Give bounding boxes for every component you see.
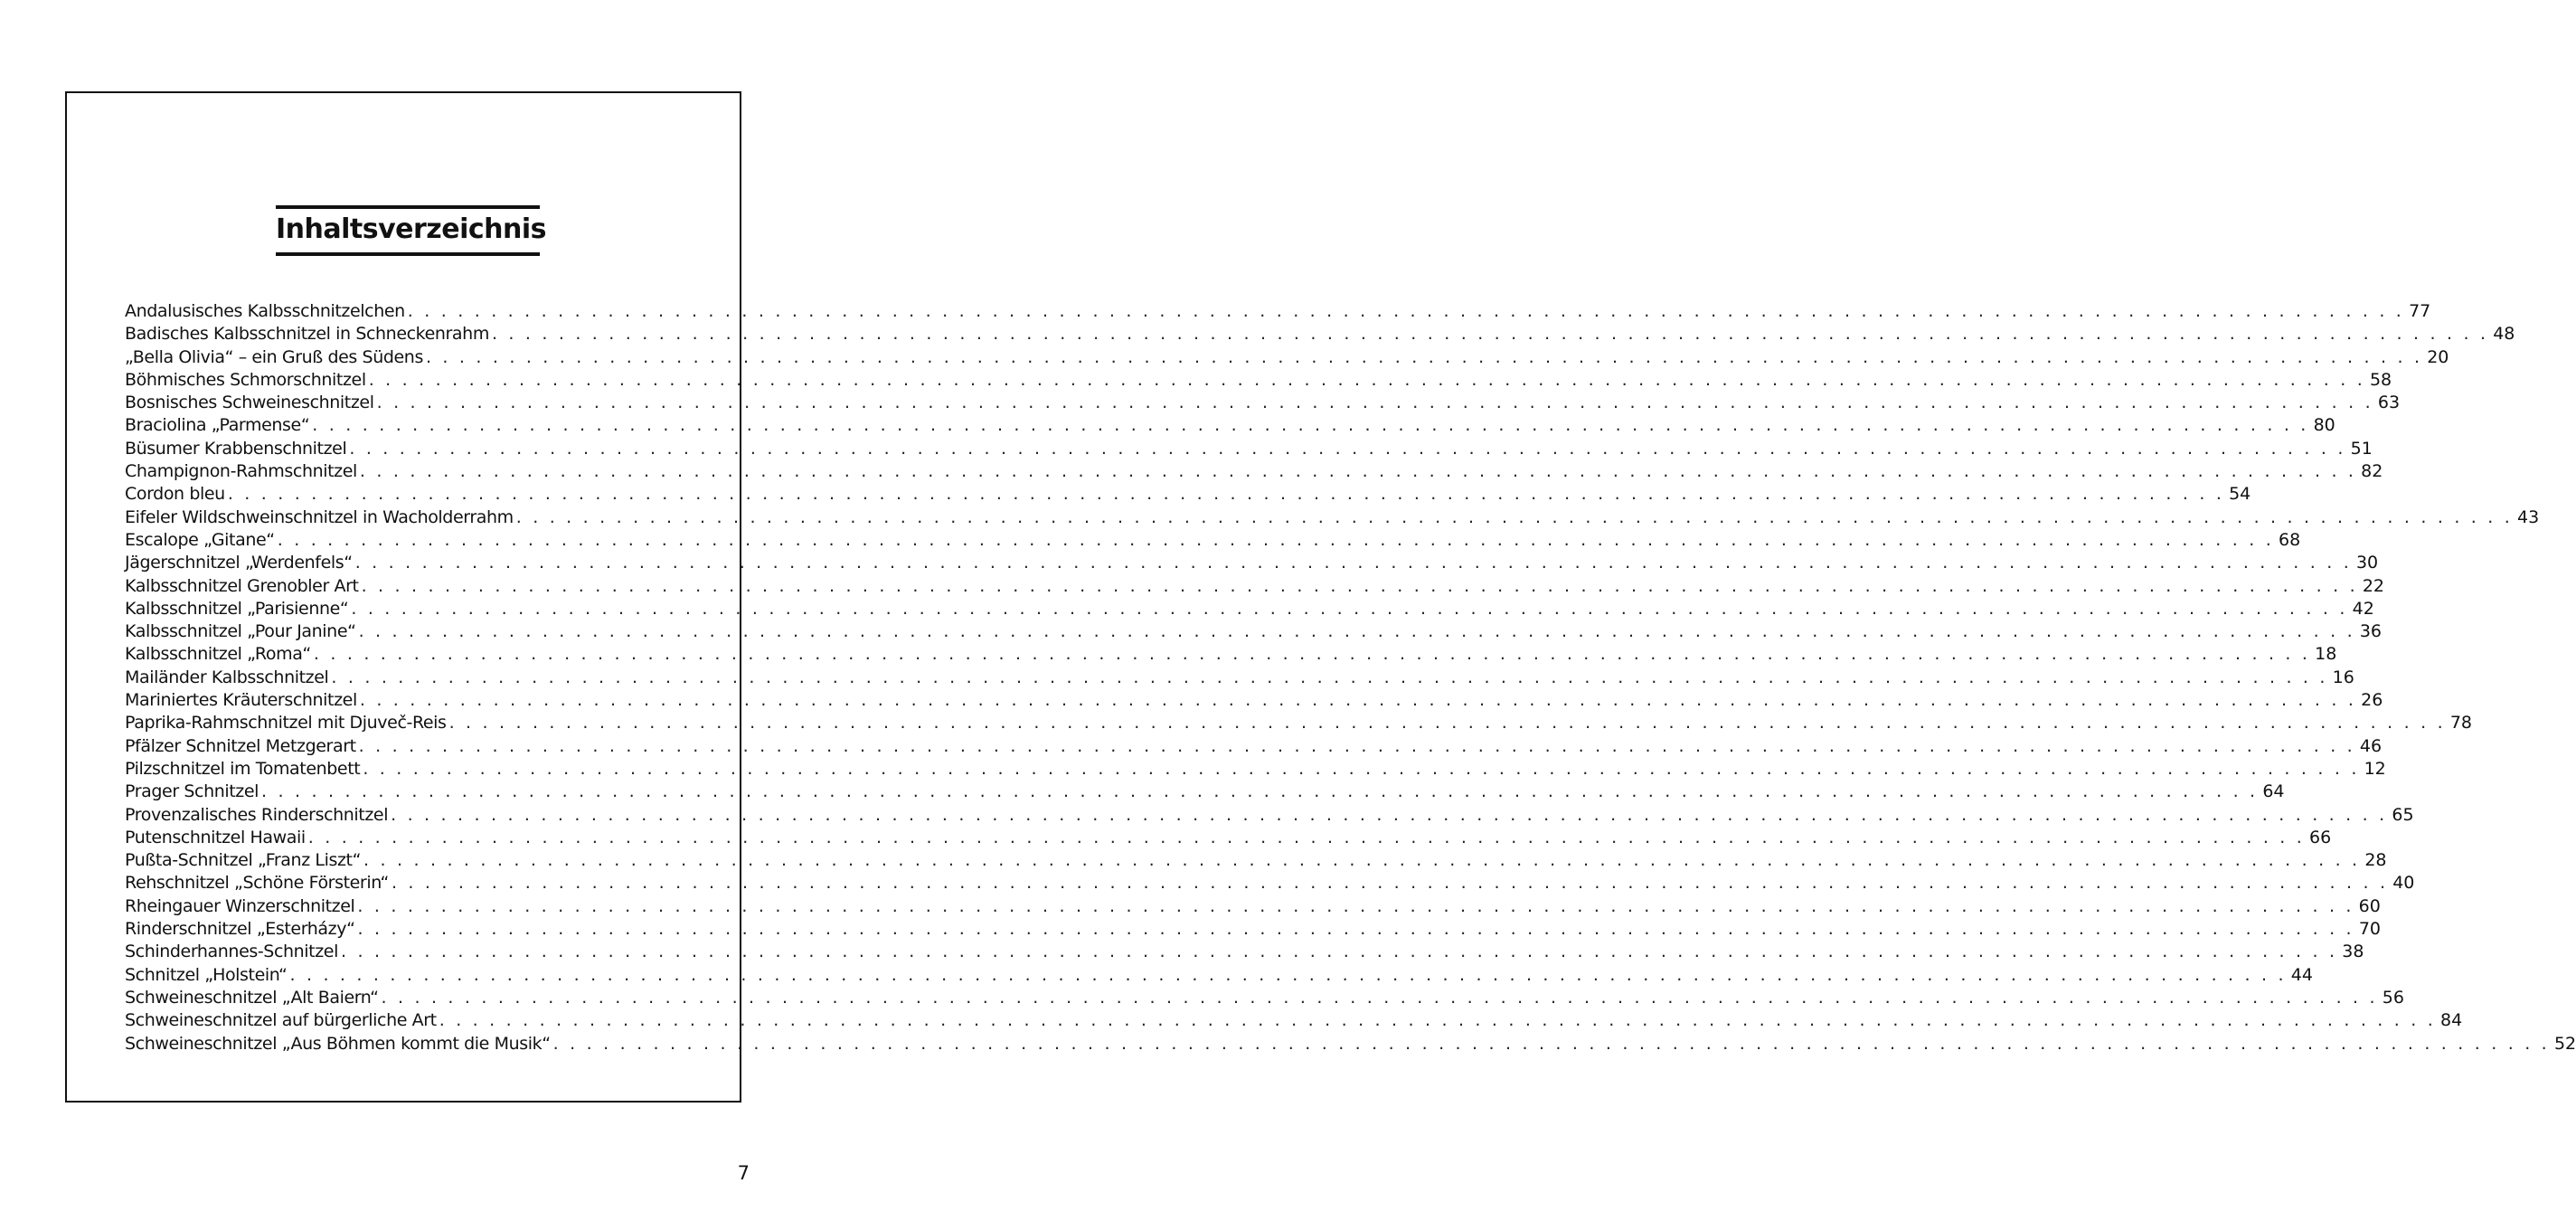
toc-entry-title: Andalusisches Kalbsschnitzelchen <box>125 301 405 321</box>
toc-entry-page: 48 <box>2493 324 2515 345</box>
toc-entry-page: 66 <box>2309 827 2332 847</box>
dot-leader: . . . . . . . . . . . . . . . . . . . . . . . . . . . . . . . . . . . . . . . . . . . . . . . . . . . . . . . . . . . . . . . . . . . . . . . . . . . . . . . . . . . . . . . . . . . . . . . . . . . . . . . . . . . . . . . . . . . . . . . . <box>552 1033 2550 1054</box>
toc-entry-title: Pfälzer Schnitzel Metzgerart <box>125 735 356 756</box>
toc-entry <box>125 895 2381 918</box>
dot-leader: . . . . . . . . . . . . . . . . . . . . . . . . . . . . . . . . . . . . . . . . . . . . . . . . . . . . . . . . . . . . . . . . . . . . . . . . . . . . . . . . . . . . . . . . . . . . . . . . . . . . . . . . . . . . . . . . . . . . . . . . <box>439 1010 2436 1031</box>
toc-entry-page: 18 <box>2315 644 2337 665</box>
dot-leader: . . . . . . . . . . . . . . . . . . . . . . . . . . . . . . . . . . . . . . . . . . . . . . . . . . . . . . . . . . . . . . . . . . . . . . . . . . . . . . . . . . . . . . . . . . . . . . . . . . . . . . . . . . . . . . . . . . . . . . . . <box>351 598 2348 619</box>
toc-entry <box>125 506 2540 529</box>
toc-entry-title: „Bella Olivia“ – ein Gruß des Südens <box>125 346 423 367</box>
toc-entry <box>125 1009 2463 1032</box>
toc-entry <box>125 346 2449 369</box>
toc-entry-page: 68 <box>2279 529 2301 550</box>
dot-leader: . . . . . . . . . . . . . . . . . . . . . . . . . . . . . . . . . . . . . . . . . . . . . . . . . . . . . . . . . . . . . . . . . . . . . . . . . . . . . . . . . . . . . . . . . . . . . . . . . . . . . . . . . . . . . . . . . . . . . . . . <box>340 942 2338 962</box>
toc-entry <box>125 758 2386 781</box>
toc-entry-page: 26 <box>2361 690 2383 711</box>
toc-entry-title: Provenzalisches Rinderschnitzel <box>125 804 389 825</box>
table-of-contents <box>125 300 2576 1055</box>
toc-entry-title: Kalbsschnitzel „Parisienne“ <box>125 598 349 619</box>
toc-entry <box>125 460 2383 483</box>
dot-leader: . . . . . . . . . . . . . . . . . . . . . . . . . . . . . . . . . . . . . . . . . . . . . . . . . . . . . . . . . . . . . . . . . . . . . . . . . . . . . . . . . . . . . . . . . . . . . . . . . . . . . . . . . . . . . . . . . . . . . . . . <box>227 484 2225 505</box>
toc-entry-page: 40 <box>2392 873 2415 894</box>
dot-leader: . . . . . . . . . . . . . . . . . . . . . . . . . . . . . . . . . . . . . . . . . . . . . . . . . . . . . . . . . . . . . . . . . . . . . . . . . . . . . . . . . . . . . . . . . . . . . . . . . . . . . . . . . . . . . . . . . . . . . . . . <box>357 895 2354 916</box>
toc-entry-page: 28 <box>2364 850 2387 871</box>
dot-leader: . . . . . . . . . . . . . . . . . . . . . . . . . . . . . . . . . . . . . . . . . . . . . . . . . . . . . . . . . . . . . . . . . . . . . . . . . . . . . . . . . . . . . . . . . . . . . . . . . . . . . . . . . . . . . . . . . . . . . . . . <box>357 919 2354 940</box>
dot-leader: . . . . . . . . . . . . . . . . . . . . . . . . . . . . . . . . . . . . . . . . . . . . . . . . . . . . . . . . . . . . . . . . . . . . . . . . . . . . . . . . . . . . . . . . . . . . . . . . . . . . . . . . . . . . . . . . . . . . . . . . <box>363 758 2360 779</box>
toc-entry <box>125 872 2415 894</box>
toc-entry-page: 20 <box>2427 346 2449 367</box>
dot-leader: . . . . . . . . . . . . . . . . . . . . . . . . . . . . . . . . . . . . . . . . . . . . . . . . . . . . . . . . . . . . . . . . . . . . . . . . . . . . . . . . . . . . . . . . . . . . . . . . . . . . . . . . . . . . . . . . . . . . . . . . <box>354 553 2352 573</box>
toc-entry <box>125 781 2285 803</box>
toc-entry-page: 65 <box>2392 804 2414 825</box>
toc-entry-page: 54 <box>2229 484 2251 505</box>
dot-leader: . . . . . . . . . . . . . . . . . . . . . . . . . . . . . . . . . . . . . . . . . . . . . . . . . . . . . . . . . . . . . . . . . . . . . . . . . . . . . . . . . . . . . . . . . . . . . . . . . . . . . . . . . . . . . . . . . . . . . . . . <box>261 781 2259 802</box>
dot-leader: . . . . . . . . . . . . . . . . . . . . . . . . . . . . . . . . . . . . . . . . . . . . . . . . . . . . . . . . . . . . . . . . . . . . . . . . . . . . . . . . . . . . . . . . . . . . . . . . . . . . . . . . . . . . . . . . . . . . . . . . <box>331 667 2328 687</box>
toc-entry <box>125 804 2414 827</box>
dot-leader: . . . . . . . . . . . . . . . . . . . . . . . . . . . . . . . . . . . . . . . . . . . . . . . . . . . . . . . . . . . . . . . . . . . . . . . . . . . . . . . . . . . . . . . . . . . . . . . . . . . . . . . . . . . . . . . . . . . . . . . . <box>448 713 2446 734</box>
toc-entry-title: Schweineschnitzel „Aus Böhmen kommt die Musik“ <box>125 1033 551 1054</box>
dot-leader: . . . . . . . . . . . . . . . . . . . . . . . . . . . . . . . . . . . . . . . . . . . . . . . . . . . . . . . . . . . . . . . . . . . . . . . . . . . . . . . . . . . . . . . . . . . . . . . . . . . . . . . . . . . . . . . . . . . . . . . . <box>313 644 2311 665</box>
toc-entry-page: 42 <box>2352 598 2374 619</box>
toc-entry <box>125 712 2473 734</box>
toc-entry <box>125 918 2381 941</box>
toc-entry <box>125 620 2383 643</box>
toc-entry <box>125 414 2335 437</box>
toc-entry-title: Schinderhannes-Schnitzel <box>125 942 338 962</box>
toc-entry-page: 52 <box>2553 1033 2576 1054</box>
toc-entry-page: 44 <box>2290 964 2313 985</box>
toc-entry-page: 60 <box>2358 895 2381 916</box>
toc-entry <box>125 849 2387 872</box>
toc-entry-title: Braciolina „Parmense“ <box>125 415 310 436</box>
dot-leader: . . . . . . . . . . . . . . . . . . . . . . . . . . . . . . . . . . . . . . . . . . . . . . . . . . . . . . . . . . . . . . . . . . . . . . . . . . . . . . . . . . . . . . . . . . . . . . . . . . . . . . . . . . . . . . . . . . . . . . . . <box>368 369 2365 390</box>
toc-entry-title: Schweineschnitzel „Alt Baiern“ <box>125 987 379 1008</box>
toc-entry <box>125 598 2374 620</box>
toc-entry-page: 63 <box>2377 393 2401 413</box>
toc-entry <box>125 941 2364 963</box>
toc-entry-title: Prager Schnitzel <box>125 781 259 802</box>
dot-leader: . . . . . . . . . . . . . . . . . . . . . . . . . . . . . . . . . . . . . . . . . . . . . . . . . . . . . . . . . . . . . . . . . . . . . . . . . . . . . . . . . . . . . . . . . . . . . . . . . . . . . . . . . . . . . . . . . . . . . . . . <box>359 461 2357 482</box>
toc-entry <box>125 483 2251 506</box>
dot-leader: . . . . . . . . . . . . . . . . . . . . . . . . . . . . . . . . . . . . . . . . . . . . . . . . . . . . . . . . . . . . . . . . . . . . . . . . . . . . . . . . . . . . . . . . . . . . . . . . . . . . . . . . . . . . . . . . . . . . . . . . <box>391 873 2389 894</box>
dot-leader: . . . . . . . . . . . . . . . . . . . . . . . . . . . . . . . . . . . . . . . . . . . . . . . . . . . . . . . . . . . . . . . . . . . . . . . . . . . . . . . . . . . . . . . . . . . . . . . . . . . . . . . . . . . . . . . . . . . . . . . . <box>515 506 2514 527</box>
toc-entry-title: Badisches Kalbsschnitzel in Schneckenrahm <box>125 324 489 345</box>
dot-leader: . . . . . . . . . . . . . . . . . . . . . . . . . . . . . . . . . . . . . . . . . . . . . . . . . . . . . . . . . . . . . . . . . . . . . . . . . . . . . . . . . . . . . . . . . . . . . . . . . . . . . . . . . . . . . . . . . . . . . . . . <box>349 438 2346 459</box>
dot-leader: . . . . . . . . . . . . . . . . . . . . . . . . . . . . . . . . . . . . . . . . . . . . . . . . . . . . . . . . . . . . . . . . . . . . . . . . . . . . . . . . . . . . . . . . . . . . . . . . . . . . . . . . . . . . . . . . . . . . . . . . <box>363 850 2361 871</box>
toc-entry-title: Putenschnitzel Hawaii <box>125 827 306 847</box>
toc-entry-page: 58 <box>2369 369 2392 390</box>
dot-leader: . . . . . . . . . . . . . . . . . . . . . . . . . . . . . . . . . . . . . . . . . . . . . . . . . . . . . . . . . . . . . . . . . . . . . . . . . . . . . . . . . . . . . . . . . . . . . . . . . . . . . . . . . . . . . . . . . . . . . . . . <box>376 393 2373 413</box>
toc-entry-title: Rheingauer Winzerschnitzel <box>125 895 355 916</box>
dot-leader: . . . . . . . . . . . . . . . . . . . . . . . . . . . . . . . . . . . . . . . . . . . . . . . . . . . . . . . . . . . . . . . . . . . . . . . . . . . . . . . . . . . . . . . . . . . . . . . . . . . . . . . . . . . . . . . . . . . . . . . . <box>359 690 2357 711</box>
dot-leader: . . . . . . . . . . . . . . . . . . . . . . . . . . . . . . . . . . . . . . . . . . . . . . . . . . . . . . . . . . . . . . . . . . . . . . . . . . . . . . . . . . . . . . . . . . . . . . . . . . . . . . . . . . . . . . . . . . . . . . . . <box>312 415 2309 436</box>
dot-leader: . . . . . . . . . . . . . . . . . . . . . . . . . . . . . . . . . . . . . . . . . . . . . . . . . . . . . . . . . . . . . . . . . . . . . . . . . . . . . . . . . . . . . . . . . . . . . . . . . . . . . . . . . . . . . . . . . . . . . . . . <box>491 324 2489 345</box>
toc-entry <box>125 1033 2576 1055</box>
toc-entry-title: Eifeler Wildschweinschnitzel in Wacholderrahm <box>125 506 514 527</box>
toc-entry <box>125 964 2313 987</box>
toc-entry <box>125 438 2373 460</box>
toc-entry <box>125 987 2404 1009</box>
toc-entry <box>125 735 2383 758</box>
toc-entry-title: Champignon-Rahmschnitzel <box>125 461 357 482</box>
toc-entry-title: Pilzschnitzel im Tomatenbett <box>125 758 361 779</box>
toc-entry <box>125 552 2379 574</box>
toc-entry-page: 70 <box>2358 919 2381 940</box>
toc-entry <box>125 827 2332 849</box>
dot-leader: . . . . . . . . . . . . . . . . . . . . . . . . . . . . . . . . . . . . . . . . . . . . . . . . . . . . . . . . . . . . . . . . . . . . . . . . . . . . . . . . . . . . . . . . . . . . . . . . . . . . . . . . . . . . . . . . . . . . . . . . <box>407 301 2405 321</box>
page-number: 7 <box>737 1162 750 1184</box>
toc-entry-page: 77 <box>2409 301 2431 321</box>
toc-entry <box>125 643 2337 666</box>
toc-entry-title: Schweineschnitzel auf bürgerliche Art <box>125 1010 437 1031</box>
toc-entry-page: 80 <box>2313 415 2335 436</box>
toc-entry-page: 56 <box>2382 987 2404 1008</box>
toc-entry-page: 46 <box>2359 735 2383 756</box>
toc-entry-title: Paprika-Rahmschnitzel mit Djuveč-Reis <box>125 713 447 734</box>
toc-entry-page: 82 <box>2361 461 2383 482</box>
dot-leader: . . . . . . . . . . . . . . . . . . . . . . . . . . . . . . . . . . . . . . . . . . . . . . . . . . . . . . . . . . . . . . . . . . . . . . . . . . . . . . . . . . . . . . . . . . . . . . . . . . . . . . . . . . . . . . . . . . . . . . . . <box>425 346 2423 367</box>
toc-entry <box>125 323 2515 345</box>
toc-entry-title: Kalbsschnitzel „Roma“ <box>125 644 311 665</box>
page-title: Inhaltsverzeichnis <box>276 213 547 245</box>
dot-leader: . . . . . . . . . . . . . . . . . . . . . . . . . . . . . . . . . . . . . . . . . . . . . . . . . . . . . . . . . . . . . . . . . . . . . . . . . . . . . . . . . . . . . . . . . . . . . . . . . . . . . . . . . . . . . . . . . . . . . . . . <box>358 621 2355 642</box>
toc-entry-title: Böhmisches Schmorschnitzel <box>125 369 366 390</box>
toc-entry-page: 36 <box>2359 621 2383 642</box>
toc-entry-page: 22 <box>2362 575 2385 596</box>
toc-entry-title: Cordon bleu <box>125 484 225 505</box>
toc-entry-title: Pußta-Schnitzel „Franz Liszt“ <box>125 850 362 871</box>
dot-leader: . . . . . . . . . . . . . . . . . . . . . . . . . . . . . . . . . . . . . . . . . . . . . . . . . . . . . . . . . . . . . . . . . . . . . . . . . . . . . . . . . . . . . . . . . . . . . . . . . . . . . . . . . . . . . . . . . . . . . . . . <box>307 827 2306 847</box>
toc-entry <box>125 667 2354 689</box>
heading-top-rule <box>276 205 540 209</box>
toc-entry-page: 84 <box>2439 1010 2463 1031</box>
toc-entry-page: 12 <box>2364 758 2386 779</box>
toc-entry-title: Bosnisches Schweineschnitzel <box>125 393 374 413</box>
toc-entry-page: 78 <box>2449 713 2473 734</box>
toc-entry-title: Rehschnitzel „Schöne Försterin“ <box>125 873 389 894</box>
dot-leader: . . . . . . . . . . . . . . . . . . . . . . . . . . . . . . . . . . . . . . . . . . . . . . . . . . . . . . . . . . . . . . . . . . . . . . . . . . . . . . . . . . . . . . . . . . . . . . . . . . . . . . . . . . . . . . . . . . . . . . . . <box>289 964 2287 985</box>
toc-entry-title: Mailänder Kalbsschnitzel <box>125 667 329 687</box>
toc-entry-title: Escalope „Gitane“ <box>125 529 275 550</box>
dot-leader: . . . . . . . . . . . . . . . . . . . . . . . . . . . . . . . . . . . . . . . . . . . . . . . . . . . . . . . . . . . . . . . . . . . . . . . . . . . . . . . . . . . . . . . . . . . . . . . . . . . . . . . . . . . . . . . . . . . . . . . . <box>381 987 2378 1008</box>
toc-entry-title: Büsumer Krabbenschnitzel <box>125 438 347 459</box>
dot-leader: . . . . . . . . . . . . . . . . . . . . . . . . . . . . . . . . . . . . . . . . . . . . . . . . . . . . . . . . . . . . . . . . . . . . . . . . . . . . . . . . . . . . . . . . . . . . . . . . . . . . . . . . . . . . . . . . . . . . . . . . <box>358 735 2355 756</box>
toc-entry <box>125 369 2392 392</box>
dot-leader: . . . . . . . . . . . . . . . . . . . . . . . . . . . . . . . . . . . . . . . . . . . . . . . . . . . . . . . . . . . . . . . . . . . . . . . . . . . . . . . . . . . . . . . . . . . . . . . . . . . . . . . . . . . . . . . . . . . . . . . . <box>277 529 2274 550</box>
toc-entry-page: 64 <box>2262 781 2285 802</box>
dot-leader: . . . . . . . . . . . . . . . . . . . . . . . . . . . . . . . . . . . . . . . . . . . . . . . . . . . . . . . . . . . . . . . . . . . . . . . . . . . . . . . . . . . . . . . . . . . . . . . . . . . . . . . . . . . . . . . . . . . . . . . . <box>361 575 2358 596</box>
toc-entry-title: Jägerschnitzel „Werdenfels“ <box>125 553 353 573</box>
heading-block <box>276 205 547 256</box>
toc-entry-title: Mariniertes Kräuterschnitzel <box>125 690 357 711</box>
toc-entry-page: 38 <box>2342 942 2364 962</box>
toc-entry-page: 43 <box>2517 506 2540 527</box>
toc-entry-title: Kalbsschnitzel „Pour Janine“ <box>125 621 356 642</box>
toc-entry-page: 16 <box>2332 667 2354 687</box>
toc-entry <box>125 392 2401 414</box>
toc-entry <box>125 689 2383 712</box>
toc-entry-title: Schnitzel „Holstein“ <box>125 964 288 985</box>
toc-entry <box>125 575 2385 598</box>
dot-leader: . . . . . . . . . . . . . . . . . . . . . . . . . . . . . . . . . . . . . . . . . . . . . . . . . . . . . . . . . . . . . . . . . . . . . . . . . . . . . . . . . . . . . . . . . . . . . . . . . . . . . . . . . . . . . . . . . . . . . . . . <box>391 804 2388 825</box>
toc-entry-title: Kalbsschnitzel Grenobler Art <box>125 575 359 596</box>
toc-entry-page: 51 <box>2350 438 2373 459</box>
toc-entry-title: Rinderschnitzel „Esterházy“ <box>125 919 355 940</box>
toc-entry <box>125 300 2431 323</box>
heading-bottom-rule <box>276 252 540 256</box>
toc-entry <box>125 529 2301 552</box>
toc-entry-page: 30 <box>2355 553 2379 573</box>
